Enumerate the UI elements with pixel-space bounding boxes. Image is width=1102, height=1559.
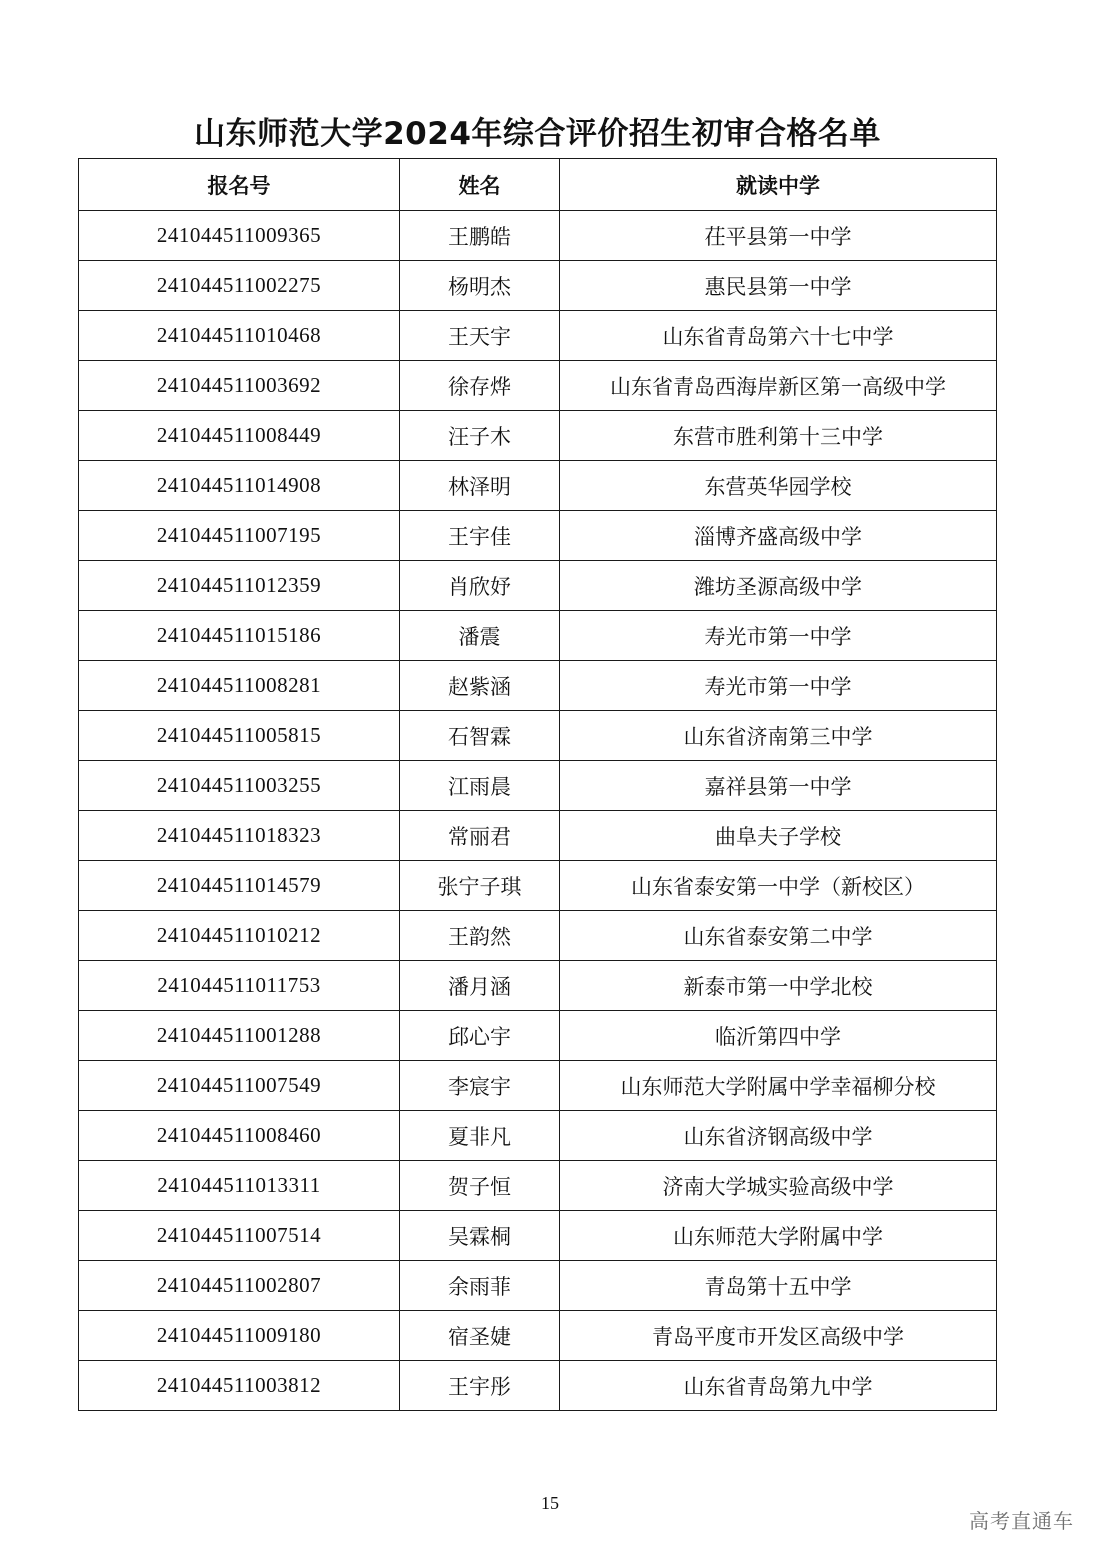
student-name-cell: 王天宇 [400, 311, 560, 361]
watermark: 高考直通车 [969, 1509, 1074, 1533]
student-name-cell: 徐存烨 [400, 361, 560, 411]
school-cell: 山东省济钢高级中学 [560, 1111, 997, 1161]
school-cell: 寿光市第一中学 [560, 661, 997, 711]
table-row [79, 911, 997, 961]
registration-number-cell: 241044511003812 [79, 1361, 400, 1411]
school-cell: 青岛平度市开发区高级中学 [560, 1311, 997, 1361]
table-row [79, 1211, 997, 1261]
registration-number-cell: 241044511008449 [79, 411, 400, 461]
table-row [79, 1061, 997, 1111]
school-cell: 新泰市第一中学北校 [560, 961, 997, 1011]
registration-number-cell: 241044511008460 [79, 1111, 400, 1161]
table-row [79, 711, 997, 761]
roster-table [78, 158, 997, 1411]
registration-number-cell: 241044511018323 [79, 811, 400, 861]
school-cell: 山东师范大学附属中学 [560, 1211, 997, 1261]
student-name-cell: 赵紫涵 [400, 661, 560, 711]
table-row [79, 811, 997, 861]
table-body [79, 211, 997, 1411]
school-cell: 济南大学城实验高级中学 [560, 1161, 997, 1211]
school-cell: 东营英华园学校 [560, 461, 997, 511]
student-name-cell: 潘月涵 [400, 961, 560, 1011]
student-name-cell: 江雨晨 [400, 761, 560, 811]
registration-number-cell: 241044511001288 [79, 1011, 400, 1061]
table-row [79, 211, 997, 261]
student-name-cell: 贺子恒 [400, 1161, 560, 1211]
registration-number-cell: 241044511002807 [79, 1261, 400, 1311]
student-name-cell: 余雨菲 [400, 1261, 560, 1311]
school-cell: 茌平县第一中学 [560, 211, 997, 261]
table-row [79, 1261, 997, 1311]
table-row [79, 1111, 997, 1161]
header-school: 就读中学 [560, 159, 997, 211]
table-row [79, 411, 997, 461]
registration-number-cell: 241044511011753 [79, 961, 400, 1011]
table-row [79, 961, 997, 1011]
registration-number-cell: 241044511005815 [79, 711, 400, 761]
student-name-cell: 李宸宇 [400, 1061, 560, 1111]
table-row [79, 611, 997, 661]
header-registration-number: 报名号 [79, 159, 400, 211]
student-name-cell: 石智霖 [400, 711, 560, 761]
school-cell: 山东省青岛西海岸新区第一高级中学 [560, 361, 997, 411]
table-header-row [79, 159, 997, 211]
page-number: 15 [541, 1493, 559, 1513]
school-cell: 嘉祥县第一中学 [560, 761, 997, 811]
student-name-cell: 夏非凡 [400, 1111, 560, 1161]
student-name-cell: 肖欣妤 [400, 561, 560, 611]
student-name-cell: 潘震 [400, 611, 560, 661]
school-cell: 潍坊圣源高级中学 [560, 561, 997, 611]
table-row [79, 1311, 997, 1361]
registration-number-cell: 241044511007549 [79, 1061, 400, 1111]
school-cell: 山东省泰安第二中学 [560, 911, 997, 961]
table-row [79, 761, 997, 811]
table-row [79, 1361, 997, 1411]
registration-number-cell: 241044511014908 [79, 461, 400, 511]
table-row [79, 261, 997, 311]
registration-number-cell: 241044511012359 [79, 561, 400, 611]
student-name-cell: 汪子木 [400, 411, 560, 461]
student-name-cell: 吴霖桐 [400, 1211, 560, 1261]
registration-number-cell: 241044511003692 [79, 361, 400, 411]
school-cell: 临沂第四中学 [560, 1011, 997, 1061]
page-title: 山东师范大学2024年综合评价招生初审合格名单 [194, 116, 881, 152]
school-cell: 山东省青岛第九中学 [560, 1361, 997, 1411]
school-cell: 山东省泰安第一中学（新校区） [560, 861, 997, 911]
school-cell: 寿光市第一中学 [560, 611, 997, 661]
student-name-cell: 张宁子琪 [400, 861, 560, 911]
registration-number-cell: 241044511010212 [79, 911, 400, 961]
student-name-cell: 邱心宇 [400, 1011, 560, 1061]
student-name-cell: 常丽君 [400, 811, 560, 861]
registration-number-cell: 241044511007195 [79, 511, 400, 561]
student-name-cell: 林泽明 [400, 461, 560, 511]
registration-number-cell: 241044511007514 [79, 1211, 400, 1261]
registration-number-cell: 241044511014579 [79, 861, 400, 911]
registration-number-cell: 241044511009180 [79, 1311, 400, 1361]
school-cell: 东营市胜利第十三中学 [560, 411, 997, 461]
registration-number-cell: 241044511008281 [79, 661, 400, 711]
school-cell: 山东师范大学附属中学幸福柳分校 [560, 1061, 997, 1111]
school-cell: 曲阜夫子学校 [560, 811, 997, 861]
registration-number-cell: 241044511015186 [79, 611, 400, 661]
table-row [79, 311, 997, 361]
student-name-cell: 杨明杰 [400, 261, 560, 311]
student-name-cell: 王宇彤 [400, 1361, 560, 1411]
school-cell: 青岛第十五中学 [560, 1261, 997, 1311]
registration-number-cell: 241044511009365 [79, 211, 400, 261]
student-name-cell: 王韵然 [400, 911, 560, 961]
registration-number-cell: 241044511010468 [79, 311, 400, 361]
student-name-cell: 王宇佳 [400, 511, 560, 561]
table-row [79, 861, 997, 911]
school-cell: 淄博齐盛高级中学 [560, 511, 997, 561]
registration-number-cell: 241044511013311 [79, 1161, 400, 1211]
table-row [79, 361, 997, 411]
registration-number-cell: 241044511002275 [79, 261, 400, 311]
table-row [79, 461, 997, 511]
table-row [79, 661, 997, 711]
table-row [79, 1011, 997, 1061]
table-row [79, 1161, 997, 1211]
student-name-cell: 宿圣婕 [400, 1311, 560, 1361]
school-cell: 惠民县第一中学 [560, 261, 997, 311]
table-row [79, 511, 997, 561]
school-cell: 山东省济南第三中学 [560, 711, 997, 761]
school-cell: 山东省青岛第六十七中学 [560, 311, 997, 361]
header-name: 姓名 [400, 159, 560, 211]
table-row [79, 561, 997, 611]
student-name-cell: 王鹏皓 [400, 211, 560, 261]
registration-number-cell: 241044511003255 [79, 761, 400, 811]
